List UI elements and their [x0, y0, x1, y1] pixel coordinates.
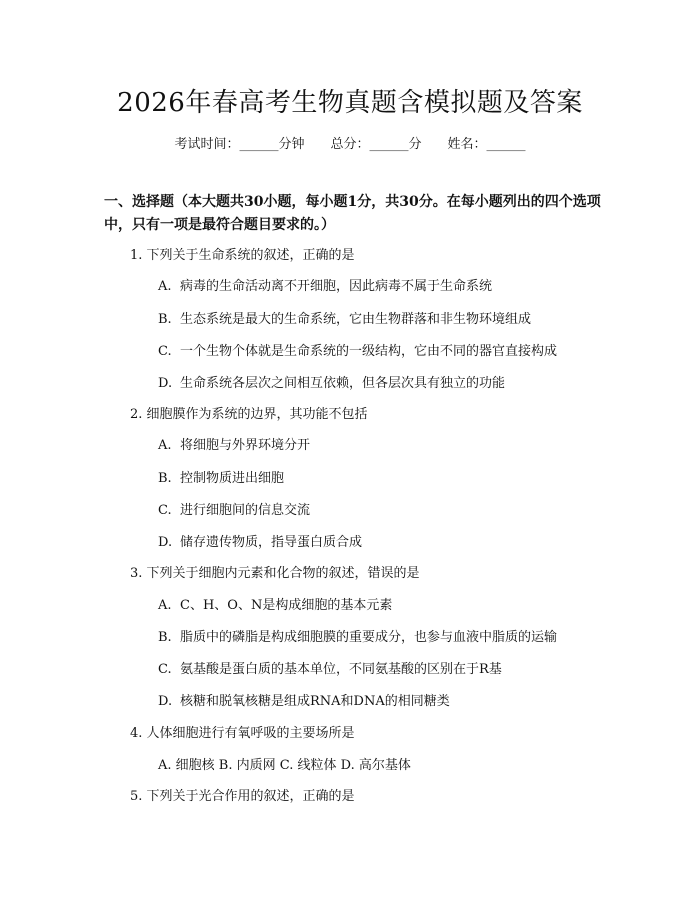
option-label: B. [158, 312, 172, 327]
option-text: 一个生物个体就是生命系统的一级结构，它由不同的器官直接构成 [180, 344, 558, 359]
question-stem: 2. 细胞膜作为系统的边界，其功能不包括 [130, 407, 368, 422]
option-label: A. [158, 598, 172, 613]
option-label: A. [158, 279, 172, 294]
option-label: C. [158, 662, 172, 677]
option-label: D. [158, 376, 173, 391]
question-option [158, 531, 362, 550]
exam-info-line: 考试时间：______分钟 总分：______分 姓名：______ [174, 137, 526, 152]
option-label: C. [158, 503, 172, 518]
option-text: 储存遗传物质，指导蛋白质合成 [180, 535, 363, 550]
option-text: 控制物质进出细胞 [180, 471, 285, 486]
option-text: 病毒的生命活动离不开细胞，因此病毒不属于生命系统 [180, 279, 493, 294]
option-label: C. [158, 344, 172, 359]
question-option [158, 626, 557, 645]
option-label: B. [158, 630, 172, 645]
question-option [158, 594, 392, 613]
question-option [158, 340, 557, 359]
option-text: C、H、O、N是构成细胞的基本元素 [180, 598, 393, 613]
question-stem: 5. 下列关于光合作用的叙述，正确的是 [130, 789, 355, 804]
question-stem: 4. 人体细胞进行有氧呼吸的主要场所是 [130, 726, 355, 741]
option-text: 进行细胞间的信息交流 [180, 503, 311, 518]
option-text: 脂质中的磷脂是构成细胞膜的重要成分，也参与血液中脂质的运输 [180, 630, 558, 645]
option-text: 将细胞与外界环境分开 [180, 438, 311, 453]
option-text: 核糖和脱氧核糖是组成RNA和DNA的相同糖类 [180, 694, 450, 709]
question-option [158, 467, 284, 486]
question-option [158, 690, 450, 709]
question-option [158, 275, 492, 294]
option-label: D. [158, 535, 173, 550]
option-label: D. [158, 694, 173, 709]
option-text: 氨基酸是蛋白质的基本单位，不同氨基酸的区别在于R基 [180, 662, 502, 677]
question-option [158, 499, 310, 518]
question-option [158, 434, 310, 453]
option-text: 生态系统是最大的生命系统，它由生物群落和非生物环境组成 [180, 312, 532, 327]
question-option [158, 308, 531, 327]
option-label: A. [158, 438, 172, 453]
question-inline-options: A. 细胞核 B. 内质网 C. 线粒体 D. 高尔基体 [158, 758, 411, 773]
question-stem: 3. 下列关于细胞内元素和化合物的叙述，错误的是 [130, 566, 420, 581]
question-stem: 1. 下列关于生命系统的叙述，正确的是 [130, 248, 355, 263]
question-option [158, 372, 505, 391]
question-option [158, 658, 502, 677]
page-title: 2026年春高考生物真题含模拟题及答案 [117, 88, 583, 118]
option-label: B. [158, 471, 172, 486]
option-text: 生命系统各层次之间相互依赖，但各层次具有独立的功能 [180, 376, 506, 391]
section-heading: 一、选择题（本大题共30小题，每小题1分，共30分。在每小题列出的四个选项中，只有一项是最符合题目要求的。） [104, 194, 601, 233]
